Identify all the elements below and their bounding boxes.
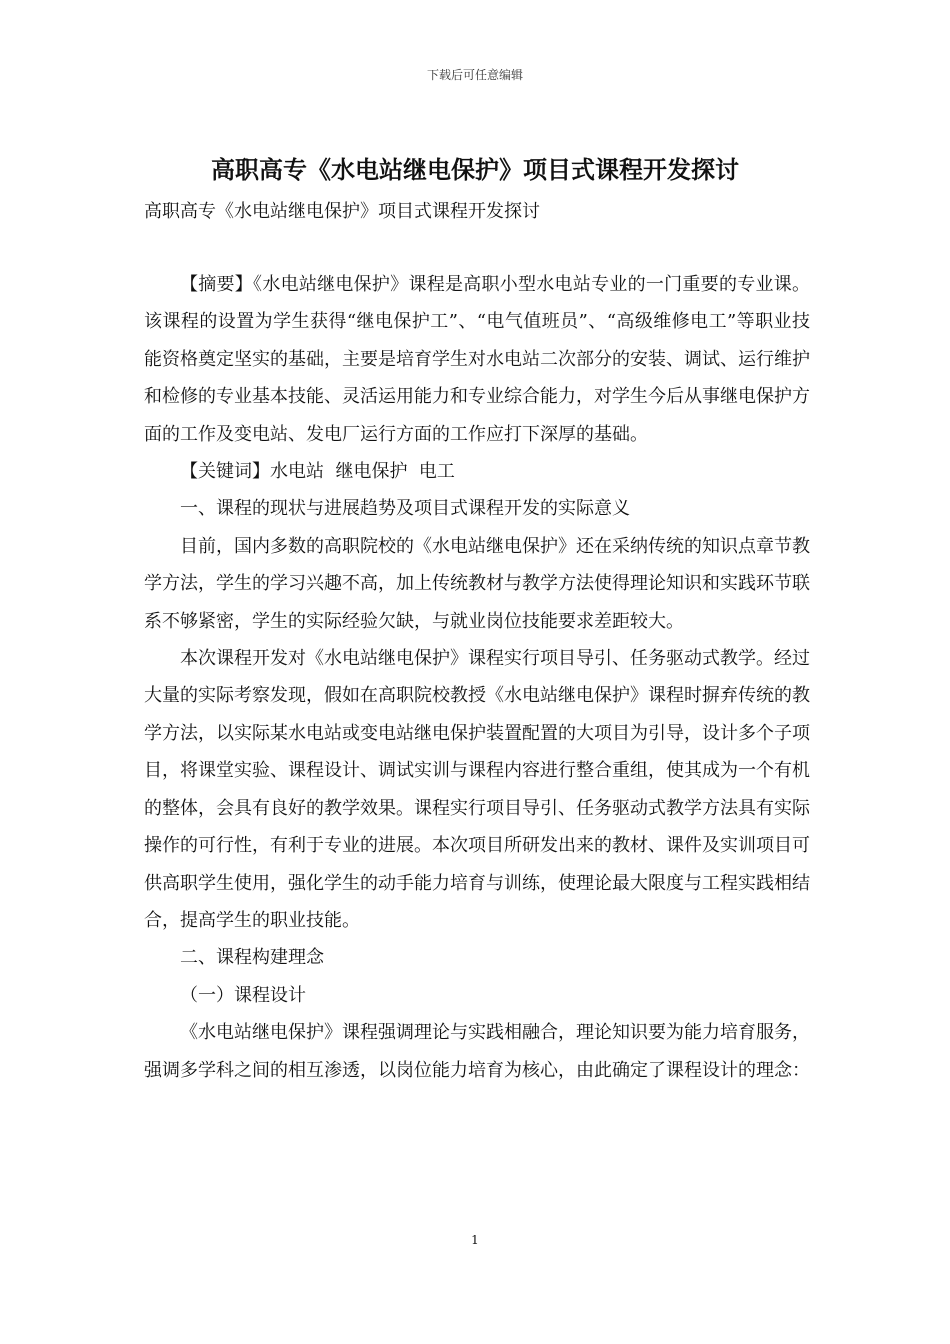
abstract-paragraph: 【摘要】《水电站继电保护》课程是高职小型水电站专业的一门重要的专业课。该课程的设置为学生获得“继电保护工”、“电气值班员”、“高级维修电工”等职业技能资格奠定坚实的基础，主要是培育学生对水电站二次部分的安装、调试、运行维护和检修的专业基本技能、灵活运用能力和专业综合能力，对学生今后从事继电保护方面的工作及变电站、发电厂运行方面的工作应打下深厚的基础。 — [144, 274, 810, 445]
page-number: 1 — [471, 1233, 479, 1247]
document-title: 高职高专《水电站继电保护》项目式课程开发探讨 — [211, 155, 739, 184]
body-paragraph: 本次课程开发对《水电站继电保护》课程实行项目导引、任务驱动式教学。经过大量的实际考察发现，假如在高职院校教授《水电站继电保护》课程时摒弃传统的教学方法，以实际某水电站或变电站继电保护装置配置的大项目为引导，设计多个子项目，将课堂实验、课程设计、调试实训与课程内容进行整合重组，使其成为一个有机的整体，会具有良好的教学效果。课程实行项目导引、任务驱动式教学方法具有实际操作的可行性，有利于专业的进展。本次项目所研发出来的教材、课件及实训项目可供高职学生使用，强化学生的动手能力培育与训练，使理论最大限度与工程实践相结合，提高学生的职业技能。 — [144, 648, 810, 931]
section-heading-1: 一、课程的现状与进展趋势及项目式课程开发的实际意义 — [180, 498, 630, 520]
subsection-heading-1: （一）课程设计 — [180, 984, 306, 1006]
document-body — [144, 266, 810, 1089]
keywords-paragraph: 【关键词】水电站 继电保护 电工 — [180, 461, 455, 483]
page-header-note: 下载后可任意编辑 — [426, 68, 523, 82]
body-paragraph: 《水电站继电保护》课程强调理论与实践相融合，理论知识要为能力培育服务，强调多学科之间的相互渗透，以岗位能力培育为核心，由此确定了课程设计的理念： — [144, 1022, 810, 1081]
document-subtitle: 高职高专《水电站继电保护》项目式课程开发探讨 — [144, 201, 540, 222]
section-heading-2: 二、课程构建理念 — [180, 947, 324, 969]
body-paragraph: 目前，国内多数的高职院校的《水电站继电保护》还在采纳传统的知识点章节教学方法，学生的学习兴趣不高，加上传统教材与教学方法使得理论知识和实践环节联系不够紧密，学生的实际经验欠缺，与就业岗位技能要求差距较大。 — [144, 535, 810, 632]
